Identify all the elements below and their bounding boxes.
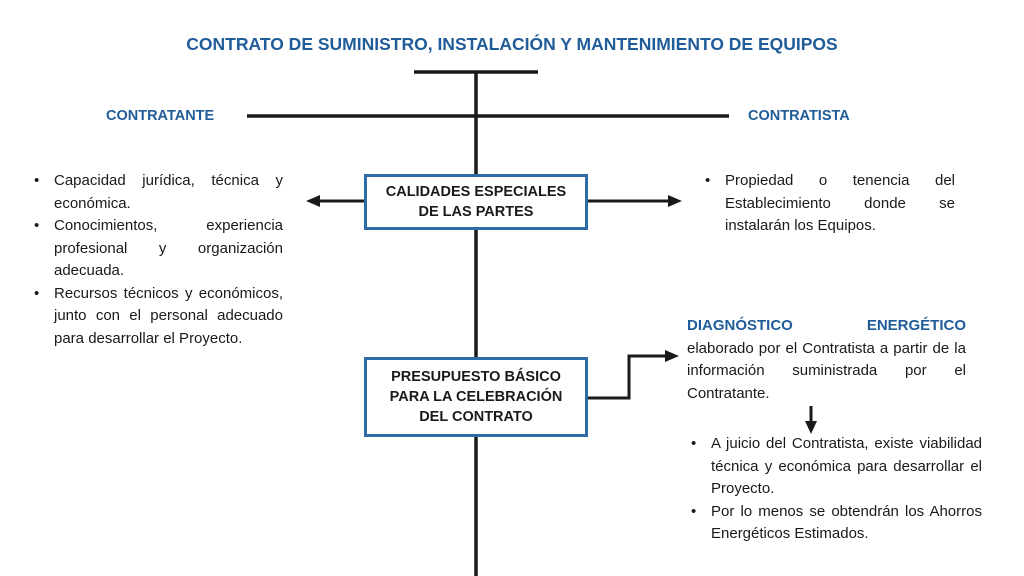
list-item: • Capacidad jurídica, técnica y económica. <box>30 170 283 215</box>
right-arrowhead <box>668 195 682 207</box>
calidades-box <box>364 174 588 230</box>
list-item: • A juicio del Contratista, existe viabilidad técnica y económica para desarrollar el Proyecto. <box>687 433 982 501</box>
calidades-line-2: DE LAS PARTES <box>418 204 534 220</box>
elbow-arrowhead <box>665 350 679 362</box>
page-title: CONTRATO DE SUMINISTRO, INSTALACIÓN Y MANTENIMIENTO DE EQUIPOS <box>186 34 838 54</box>
diagnostico-text: elaborado por el Contratista a partir de la información suministrada por el Contratante. <box>687 339 966 402</box>
presupuesto-line-3: DEL CONTRATO <box>419 409 533 425</box>
left-arrowhead <box>306 195 320 207</box>
presupuesto-line-1: PRESUPUESTO BÁSICO <box>391 369 561 385</box>
contratante-heading: CONTRATANTE <box>106 108 215 124</box>
presupuesto-box <box>364 357 588 437</box>
calidades-line-1: CALIDADES ESPECIALES <box>385 184 567 200</box>
presupuesto-line-2: PARA LA CELEBRACIÓN <box>389 389 563 405</box>
list-item: • Conocimientos, experiencia profesional y organización adecuada. <box>30 215 283 283</box>
list-item: • Propiedad o tenencia del Establecimiento donde se instalarán los Equipos. <box>701 170 955 238</box>
contratante-list <box>30 170 283 350</box>
diagnostico-list <box>687 433 982 546</box>
list-item: • Recursos técnicos y económicos, junto con el personal adecuado para desarrollar el Proyecto. <box>30 283 283 351</box>
elbow-arrow-line <box>588 356 666 398</box>
diagnostico-title: DIAGNÓSTICO ENERGÉTICO <box>687 317 966 334</box>
contratista-heading: CONTRATISTA <box>748 108 850 124</box>
diagnostico-block <box>687 315 966 405</box>
contratista-list <box>701 170 955 238</box>
list-item: • Por lo menos se obtendrán los Ahorros Energéticos Estimados. <box>687 501 982 546</box>
